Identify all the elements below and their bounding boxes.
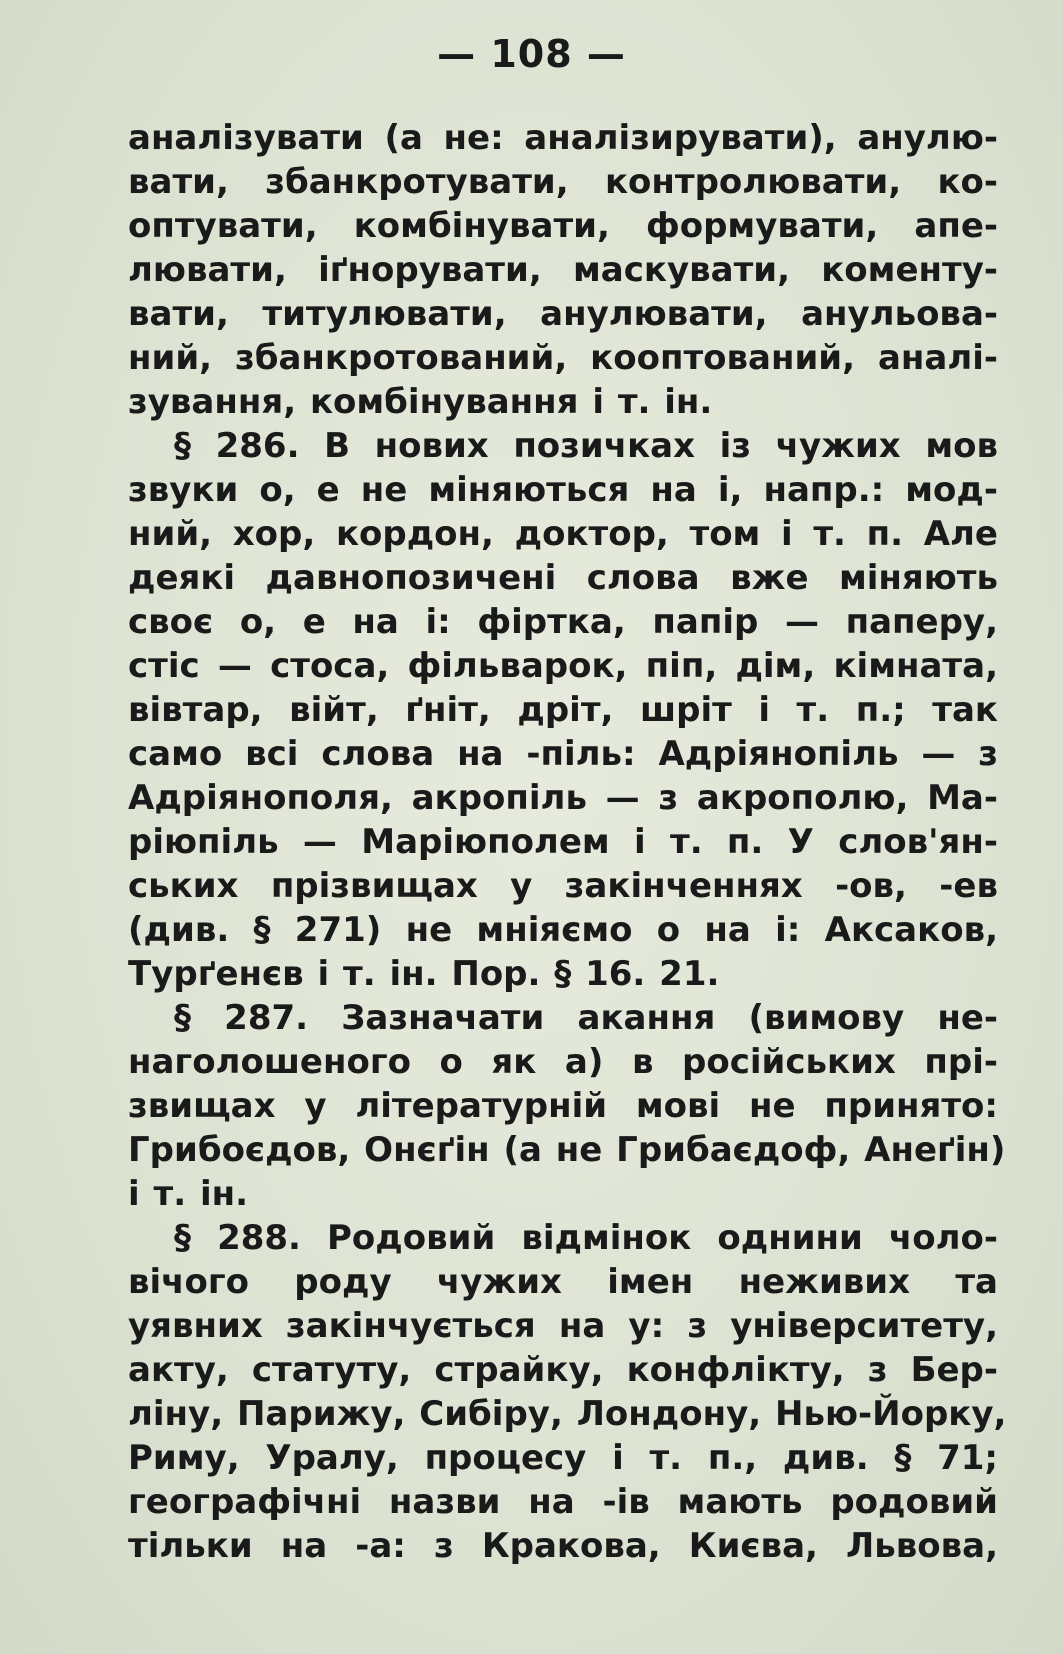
- text-line: уявних закінчується на у: з університету,: [128, 1306, 998, 1346]
- text-line: тільки на -а: з Кракова, Києва, Львова,: [128, 1526, 998, 1566]
- text-line: (див. § 271) не мніяємо о на і: Аксаков,: [128, 910, 998, 950]
- text-line: Грибоєдов, Онєґін (а не Грибаєдоф, Анеґін): [128, 1130, 1006, 1170]
- text-line: своє о, е на і: фіртка, папір — паперу,: [128, 602, 998, 642]
- text-line: стіс — стоса, фільварок, піп, дім, кімната,: [128, 646, 998, 686]
- text-line: Адріянополя, акропіль — з акрополю, Ма-: [128, 778, 998, 818]
- text-line: само всі слова на -піль: Адріянопіль — з: [128, 734, 998, 774]
- text-line: вівтар, війт, ґніт, дріт, шріт і т. п.; так: [128, 690, 998, 730]
- text-line: оптувати, комбінувати, формувати, апе-: [128, 206, 998, 246]
- text-line: звуки о, е не міняються на і, напр.: мод-: [128, 470, 998, 510]
- page-number: — 108 —: [437, 32, 626, 76]
- text-line: ний, хор, кордон, доктор, том і т. п. Але: [128, 514, 998, 554]
- text-line: ний, збанкротований, кооптований, аналі-: [128, 338, 998, 378]
- text-line: вати, збанкротувати, контролювати, ко-: [128, 162, 998, 202]
- paragraph-286-start: § 286. В нових позичках із чужих мов: [174, 426, 998, 466]
- text-line: лювати, іґнорувати, маскувати, коменту-: [128, 250, 998, 290]
- text-line: ліну, Парижу, Сибіру, Лондону, Нью-Йорку,: [128, 1394, 1007, 1434]
- text-line: Турґенєв і т. ін. Пор. § 16. 21.: [128, 954, 720, 994]
- text-line: географічні назви на -ів мають родовий: [128, 1482, 998, 1522]
- paragraph-287-start: § 287. Зазначати акання (вимову не-: [174, 998, 998, 1038]
- text-line: наголошеного о як а) в російських прі-: [128, 1042, 998, 1082]
- text-line: деякі давнопозичені слова вже міняють: [128, 558, 998, 598]
- text-line: аналізувати (а не: аналізирувати), анулю-: [128, 118, 998, 158]
- text-line: вати, титулювати, анулювати, анульова-: [128, 294, 998, 334]
- text-line: Риму, Уралу, процесу і т. п., див. § 71;: [128, 1438, 998, 1478]
- body-text: [128, 116, 1007, 1568]
- text-line: і т. ін.: [128, 1174, 249, 1214]
- text-line: ріюпіль — Маріюполем і т. п. У слов'ян-: [128, 822, 998, 862]
- text-line: ських прізвищах у закінченнях -ов, -ев: [128, 866, 998, 906]
- text-line: зування, комбінування і т. ін.: [128, 382, 713, 422]
- text-line: звищах у літературній мові не принято:: [128, 1086, 998, 1126]
- paragraph-288-start: § 288. Родовий відмінок однини чоло-: [174, 1218, 998, 1258]
- text-line: вічого роду чужих імен неживих та: [128, 1262, 998, 1302]
- text-line: акту, статуту, страйку, конфлікту, з Бер-: [128, 1350, 998, 1390]
